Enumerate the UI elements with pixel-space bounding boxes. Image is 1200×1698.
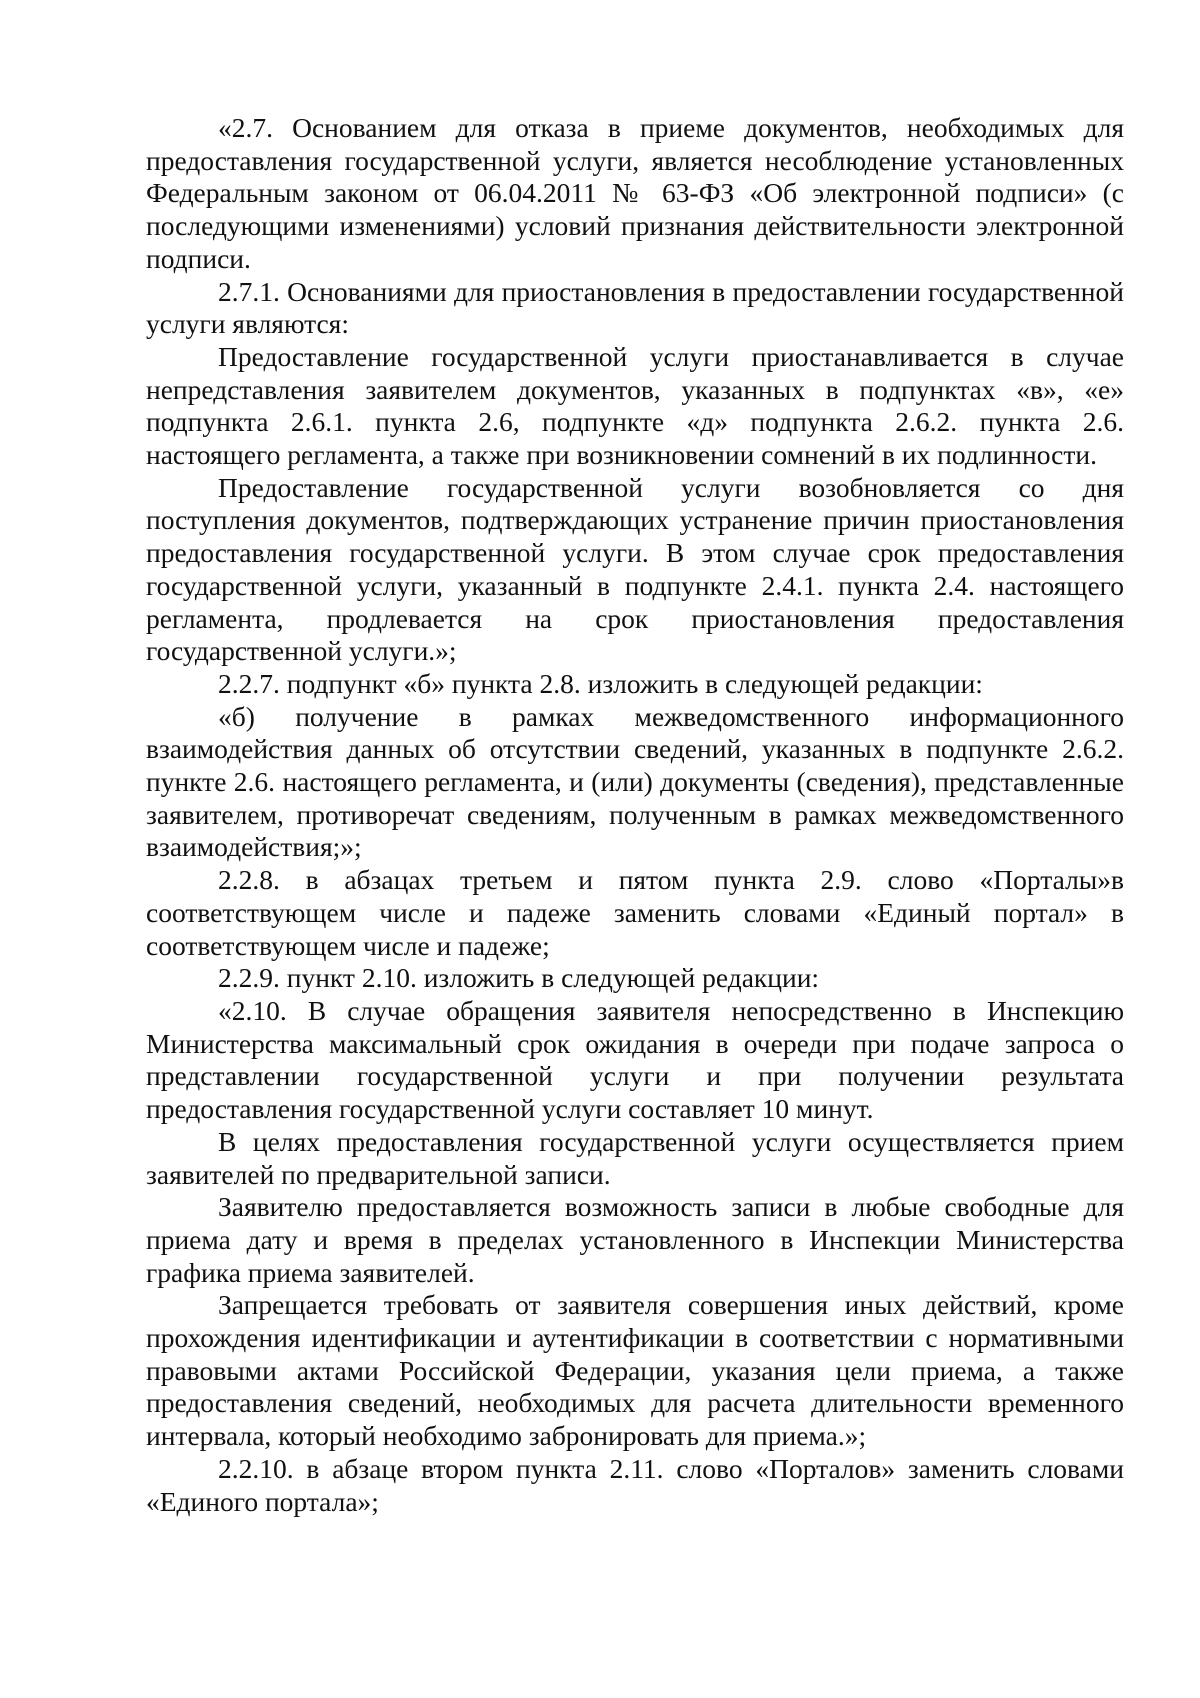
paragraph-suspension: Предоставление государственной услуги приостанавливается в случае непредставления заявителем документов, указанных в подпунктах «в», «е» подпункта 2.6.1. пункта 2.6, подпункте «д» подпункта 2.6.2. пункта 2.6. настоящего регламента, а также при возникновении сомнений в их подлинности. — [146, 340, 1124, 471]
paragraph-2-7: «2.7. Основанием для отказа в приеме документов, необходимых для предоставления государственной услуги, является несоблюдение установленных Федеральным законом от 06.04.2011 № 63-ФЗ «Об электронной подписи» (с последующими изменениями) условий признания действительности электронной подписи. — [146, 112, 1124, 274]
paragraph-2-2-10: 2.2.10. в абзаце втором пункта 2.11. слово «Порталов» заменить словами «Единого портала»; — [146, 1452, 1124, 1517]
paragraph-2-2-8: 2.2.8. в абзацах третьем и пятом пункта 2.9. слово «Порталы»в соответствующем числе и падеже заменить словами «Единый портал» в соответствующем числе и падеже; — [146, 864, 1124, 961]
paragraph-resumption: Предоставление государственной услуги возобновляется со дня поступления документов, подтверждающих устранение причин приостановления предоставления государственной услуги. В этом случае срок предоставления государственной услуги, указанный в подпункте 2.4.1. пункта 2.4. настоящего регламента, продлевается на срок приостановления предоставления государственной услуги.»; — [146, 471, 1124, 667]
paragraph-scheduling: Заявителю предоставляется возможность записи в любые свободные для приема дату и время в пределах установленного в Инспекции Министерства графика приема заявителей. — [146, 1191, 1124, 1288]
paragraph-2-7-1: 2.7.1. Основаниями для приостановления в предоставлении государственной услуги являются: — [146, 275, 1124, 340]
paragraph-2-2-9: 2.2.9. пункт 2.10. изложить в следующей редакции: — [218, 962, 820, 994]
paragraph-prohibition: Запрещается требовать от заявителя совершения иных действий, кроме прохождения идентификации и аутентификации в соответствии с нормативными правовыми актами Российской Федерации, указания цели приема, а также предоставления сведений, необходимых для расчета длительности временного интервала, который необходимо забронировать для приема.»; — [146, 1289, 1124, 1452]
paragraph-appointment: В целях предоставления государственной услуги осуществляется прием заявителей по предварительной записи. — [146, 1125, 1124, 1190]
paragraph-2-2-7: 2.2.7. подпункт «б» пункта 2.8. изложить в следующей редакции: — [218, 667, 983, 699]
document-page — [146, 112, 1124, 1518]
paragraph-subpoint-b: «б) получение в рамках межведомственного информационного взаимодействия данных об отсутствии сведений, указанных в подпункте 2.6.2. пункте 2.6. настоящего регламента, и (или) документы (сведения), представленные заявителем, противоречат сведениям, полученным в рамках межведомственного взаимодействия;»; — [146, 700, 1124, 863]
paragraph-2-10: «2.10. В случае обращения заявителя непосредственно в Инспекцию Министерства максимальный срок ожидания в очереди при подаче запроса о представлении государственной услуги и при получении результата предоставления государственной услуги составляет 10 минут. — [146, 994, 1124, 1125]
